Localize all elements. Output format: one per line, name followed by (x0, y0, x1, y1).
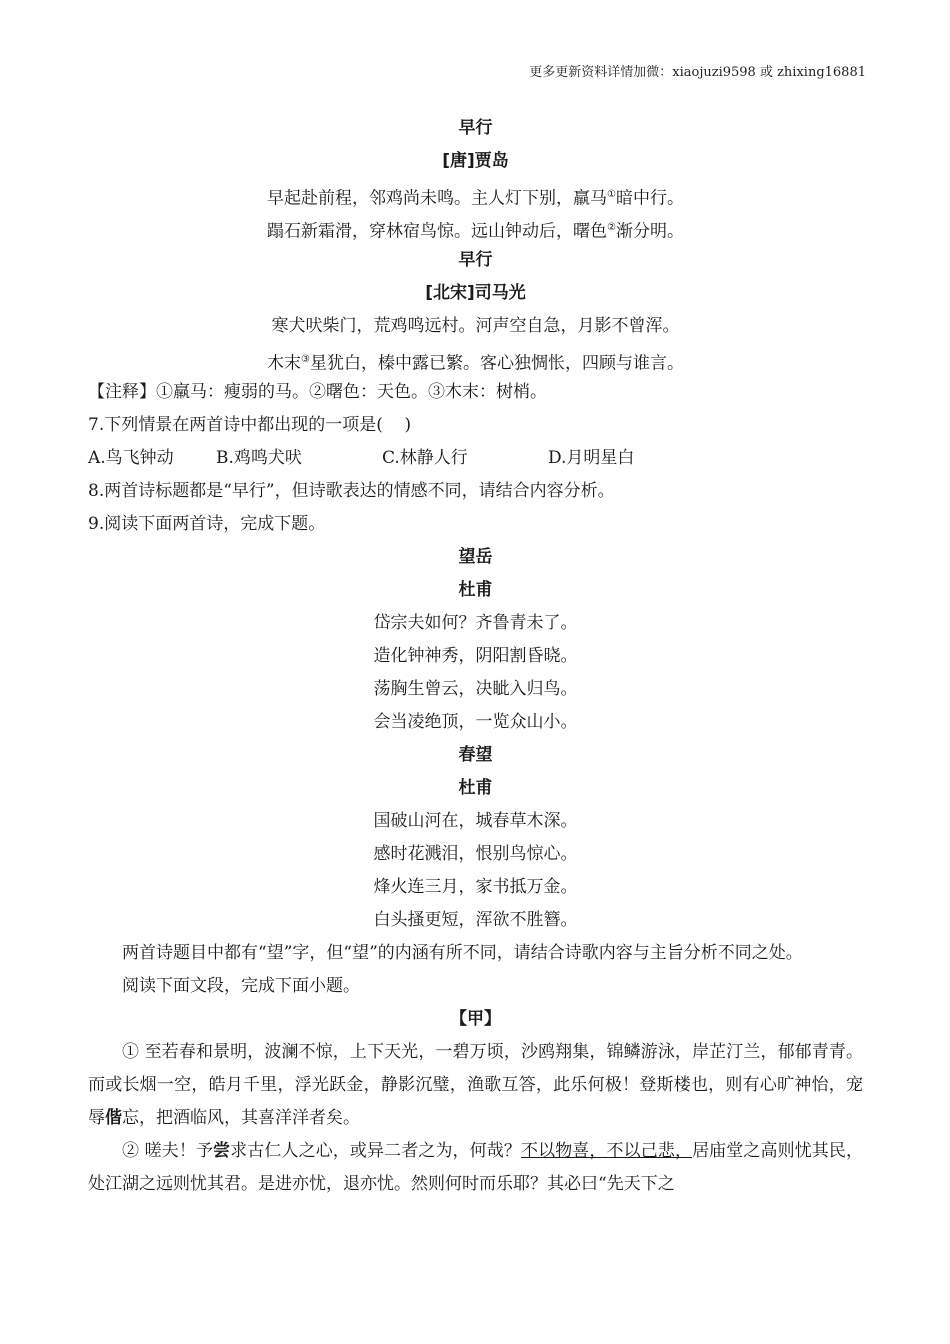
poem3-line: 造化钟神秀，阴阳割昏晓。 (373, 646, 578, 666)
question-8: 8.两首诗标题都是“早行”，但诗歌表达的情感不同，请结合内容分析。 (88, 481, 615, 501)
question-9: 9.阅读下面两首诗，完成下题。 (88, 514, 326, 534)
option-a: A.鸟飞钟动 (88, 448, 174, 468)
question-7-options (88, 442, 863, 475)
poem3-author: 杜甫 (458, 580, 493, 600)
poem4-line: 白头搔更短，浑欲不胜簪。 (373, 910, 578, 930)
passage-paragraph-1: ① 至若春和景明，波澜不惊，上下天光，一碧万顷，沙鸥翔集，锦鳞游泳，岸芷汀兰，郁郁青青。而或长烟一空，皓月千里，浮光跃金，静影沉璧，渔歌互答，此乐何极！登斯楼也，则有心旷神怡，宠辱偕忘，把酒临风，其喜洋洋者矣。 (88, 1042, 863, 1128)
footnote-mark-1: ① (607, 189, 616, 200)
poem1-author: [唐]贾岛 (442, 151, 509, 171)
poem3-line: 荡胸生曾云，决眦入归鸟。 (373, 679, 578, 699)
poem2-line-2: 木末③星犹白，榛中露已繁。客心独惆怅，四顾与谁言。 (267, 353, 684, 374)
document-body (88, 112, 863, 1201)
emphasized-word: 偕 (105, 1108, 122, 1128)
poem3-title: 望岳 (458, 547, 493, 567)
poem2-author: [北宋]司马光 (425, 283, 526, 303)
footnote-mark-3: ③ (301, 354, 310, 365)
option-c: C.林静人行 (382, 448, 468, 468)
poem4-author: 杜甫 (458, 778, 493, 798)
question-7-stem: 7.下列情景在两首诗中都出现的一项是( ) (88, 415, 412, 435)
poem4-title: 春望 (458, 745, 493, 765)
poem1-line-2: 蹋石新霜滑，穿林宿鸟惊。远山钟动后，曙色②渐分明。 (267, 221, 684, 242)
passage-paragraph-2: ② 嗟夫！予尝求古仁人之心，或异二者之为，何哉？不以物喜，不以己悲，居庙堂之高则忧其民，处江湖之远则忧其君。是进亦忧，退亦忧。然则何时而乐耶？其必曰“先天下之 (88, 1141, 864, 1194)
section-title: 【甲】 (450, 1009, 501, 1029)
footnote-mark-2: ② (607, 222, 616, 233)
emphasized-word: 尝 (213, 1141, 231, 1161)
notes: 【注释】①羸马：瘦弱的马。②曙色：天色。③木末：树梢。 (88, 382, 547, 402)
page-header-note: 更多更新资料详情加微：xiaojuzi9598 或 zhixing16881 (529, 65, 866, 80)
poem2-line-1: 寒犬吠柴门，荒鸡鸣远村。河声空自急，月影不曾浑。 (271, 316, 680, 336)
option-d: D.月明星白 (548, 448, 635, 468)
underlined-sentence: 不以物喜，不以己悲， (520, 1141, 693, 1161)
poem3-line: 会当凌绝顶，一览众山小。 (373, 712, 578, 732)
poem4-line: 国破山河在，城春草木深。 (373, 811, 578, 831)
option-b: B.鸡鸣犬吠 (216, 448, 302, 468)
poem1-line-1: 早起赴前程，邻鸡尚未鸣。主人灯下别，羸马①暗中行。 (267, 188, 684, 209)
question-9-prompt: 两首诗题目中都有“望”字，但“望”的内涵有所不同，请结合诗歌内容与主旨分析不同之处。 (122, 943, 803, 963)
poem1-title: 早行 (458, 118, 493, 138)
poem2-title: 早行 (458, 250, 493, 270)
poem4-line: 感时花溅泪，恨别鸟惊心。 (373, 844, 578, 864)
poem4-line: 烽火连三月，家书抵万金。 (373, 877, 578, 897)
reading-intro: 阅读下面文段，完成下面小题。 (122, 976, 360, 996)
poem3-line: 岱宗夫如何？齐鲁青未了。 (373, 613, 578, 633)
